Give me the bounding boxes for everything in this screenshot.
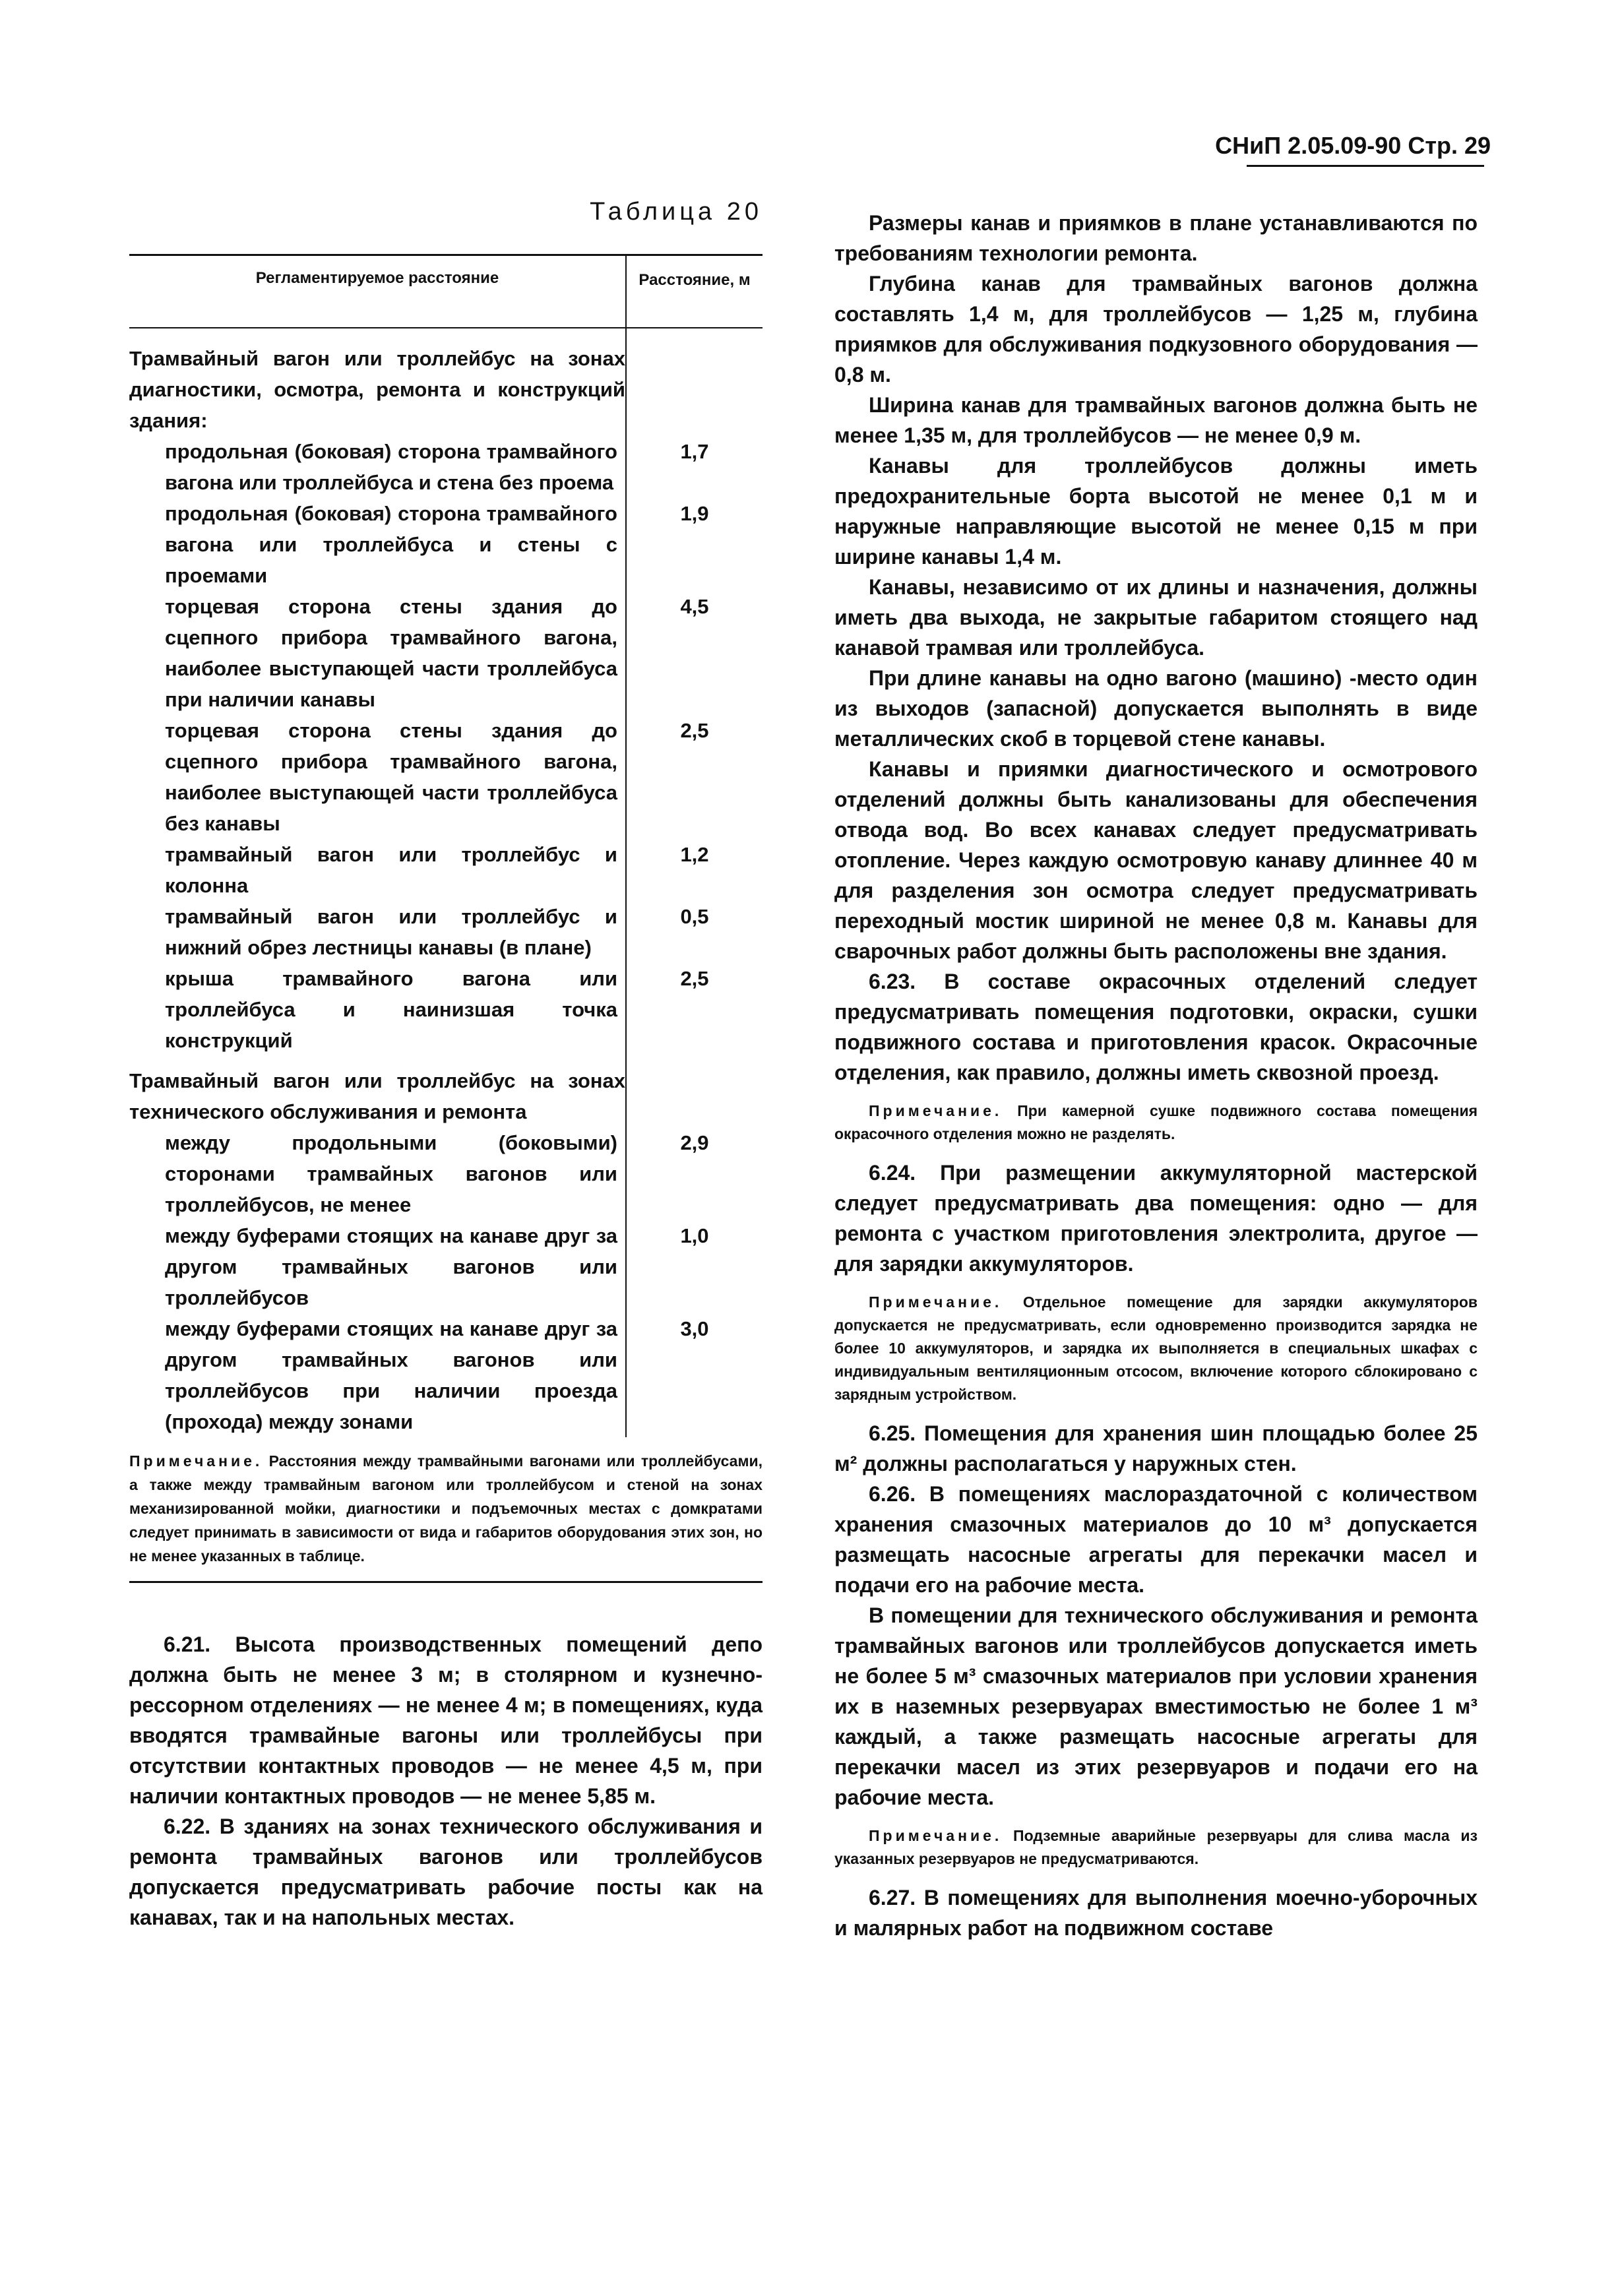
table-row-text: торцевая сторона стены здания до сцепного прибора трамвайного вагона, наиболее выступающей части троллейбуса при наличии канавы <box>165 595 617 711</box>
paragraph-6-26-b: В помещении для технического обслуживания и ремонта трамвайных вагонов или троллейбусов допускается иметь не более 5 м³ смазочных материалов при условии хранения их в наземных резервуарах вместимостью не более 1 м³ каждый, а также размещать насосные агрегаты для перекачки масел из этих резервуаров и подачи его на рабочие места. <box>834 1603 1478 1809</box>
column-header-distance-type: Регламентируемое расстояние <box>255 269 499 287</box>
paragraph-pit-spare-exit: При длине канавы на одно вагоно (машино) -место один из выходов (запасной) допускается выполнять в виде металлических скоб в торцевой стене канавы. <box>834 666 1478 751</box>
paragraph-6-26 <box>834 1479 1478 1600</box>
table-row-value: 4,5 <box>680 595 709 618</box>
table-row-text: крыша трамвайного вагона или троллейбуса и наинизшая точка конструкций <box>165 967 617 1052</box>
table-row-text: трамвайный вагон или троллейбус и колонна <box>165 843 617 897</box>
header-rule <box>1247 165 1484 167</box>
table-row <box>129 1127 625 1220</box>
table-row-text: продольная (боковая) сторона трамвайного вагона или троллейбуса и стены с проемами <box>165 502 617 587</box>
note-label: Примечание. <box>869 1102 1003 1119</box>
note-6-23 <box>834 1100 1478 1146</box>
header-code: СНиП 2.05.09-90 Стр. 29 <box>1215 132 1491 159</box>
table-row <box>129 498 625 591</box>
paragraph-number: 6.26. <box>869 1482 916 1506</box>
table-note-label: Примечание. <box>129 1452 263 1470</box>
left-column <box>129 198 763 1933</box>
paragraph-pit-width: Ширина канав для трамвайных вагонов должна быть не менее 1,35 м, для троллейбусов — не менее 0,9 м. <box>834 393 1478 447</box>
table-note <box>129 1449 763 1568</box>
table-group-title: Трамвайный вагон или троллейбус на зонах технического обслуживания и ремонта <box>129 1069 625 1123</box>
paragraph-6-27 <box>834 1882 1478 1943</box>
table-row <box>129 436 625 498</box>
paragraph-number: 6.24. <box>869 1161 916 1185</box>
table-row-value: 2,5 <box>680 719 709 742</box>
paragraph-pit-exits: Канавы, независимо от их длины и назначения, должны иметь два выхода, не закрытые габаритом стоящего над канавой трамвая или троллейбуса. <box>834 575 1478 660</box>
table-row-text: между буферами стоящих на канаве друг за другом трамвайных вагонов или троллейбусов <box>165 1224 617 1309</box>
table-note-text: Расстояния между трамвайными вагонами или троллейбусами, а также между трамвайным вагоном или троллейбусом и стеной на зонах механизированной мойки, диагностики и подъемочных местах с домкратами следует принимать в зависимости от вида и габаритов оборудования этих зон, но не менее указанных в таблице. <box>129 1452 763 1565</box>
note-label: Примечание. <box>869 1827 1003 1844</box>
table-text-column <box>129 328 625 1437</box>
table-row-value: 2,9 <box>680 1131 709 1154</box>
paragraph-number: 6.21. <box>164 1632 211 1656</box>
table-row-value: 1,0 <box>680 1224 709 1247</box>
note-text: При камерной сушке подвижного состава помещения окрасочного отделения можно не разделять. <box>834 1102 1478 1142</box>
table-body <box>129 328 763 1437</box>
table-row-value: 1,2 <box>680 843 709 866</box>
table-row-text: между продольными (боковыми) сторонами трамвайных вагонов или троллейбусов, не менее <box>165 1131 617 1216</box>
table-row-text: между буферами стоящих на канаве друг за другом трамвайных вагонов или троллейбусов при наличии проезда (прохода) между зонами <box>165 1317 617 1433</box>
table-row-text: трамвайный вагон или троллейбус и нижний обрез лестницы канавы (в плане) <box>165 905 617 959</box>
paragraph-pit-boards: Канавы для троллейбусов должны иметь предохранительные борта высотой не менее 0,1 м и наружные направляющие высотой не менее 0,15 м при ширине канавы 1,4 м. <box>834 454 1478 569</box>
table-rows-group1 <box>129 436 625 1056</box>
paragraph-number: 6.23. <box>869 970 916 993</box>
paragraph-6-21 <box>129 1629 763 1811</box>
table-row-value: 2,5 <box>680 967 709 990</box>
table-value-column <box>625 328 763 1437</box>
paragraph-text: Высота производственных помещений депо должна быть не менее 3 м; в столярном и кузнечно-рессорном отделениях — не менее 4 м; в помещениях, куда вводятся трамвайные вагоны или троллейбусы при отсутствии контактных проводов — не менее 4,5 м, при наличии контактных проводов — не менее 5,85 м. <box>129 1632 763 1808</box>
paragraph-pit-depth: Глубина канав для трамвайных вагонов должна составлять 1,4 м, для троллейбусов — 1,25 м, глубина приямков для обслуживания подкузовного оборудования — 0,8 м. <box>834 272 1478 387</box>
paragraph-text: В помещениях для выполнения моечно-уборочных и малярных работ на подвижном составе <box>834 1886 1478 1940</box>
paragraph-6-24 <box>834 1158 1478 1279</box>
note-text: Подземные аварийные резервуары для слива масла из указанных резервуаров не предусматриваются. <box>834 1827 1478 1867</box>
page-header <box>1121 132 1491 167</box>
note-6-26 <box>834 1824 1478 1871</box>
paragraph-text: В помещениях маслораздаточной с количеством хранения смазочных материалов до 10 м³ допускается размещать насосные агрегаты для перекачки масел и подачи его на рабочие места. <box>834 1482 1478 1597</box>
right-column <box>834 208 1478 1943</box>
table-row-value: 1,7 <box>680 440 709 463</box>
column-header-distance-m: Расстояние, м <box>625 256 763 327</box>
table-header <box>129 256 763 327</box>
note-label: Примечание. <box>869 1293 1003 1311</box>
table-row <box>129 963 625 1056</box>
paragraph-text: В зданиях на зонах технического обслуживания и ремонта трамвайных вагонов или троллейбусов допускается предусматривать рабочие посты как на канавах, так и на напольных местах. <box>129 1815 763 1929</box>
table-row-value: 1,9 <box>680 502 709 525</box>
paragraph-number: 6.25. <box>869 1421 916 1445</box>
table-group-title: Трамвайный вагон или троллейбус на зонах диагностики, осмотра, ремонта и конструкций здания: <box>129 347 625 432</box>
paragraph-text: Помещения для хранения шин площадью более 25 м² должны располагаться у наружных стен. <box>834 1421 1478 1475</box>
table-row <box>129 1313 625 1437</box>
left-paragraphs <box>129 1629 763 1933</box>
table-row <box>129 715 625 839</box>
table-caption: Таблица 20 <box>590 198 763 226</box>
table-row-value: 0,5 <box>680 905 709 928</box>
paragraph-6-22 <box>129 1811 763 1933</box>
note-6-24 <box>834 1291 1478 1406</box>
paragraph-number: 6.27. <box>869 1886 916 1909</box>
paragraph-number: 6.22. <box>164 1815 211 1838</box>
paragraph-text: При размещении аккумуляторной мастерской следует предусматривать два помещения: одно — для ремонта с участком приготовления электролита, другое — для зарядки аккумуляторов. <box>834 1161 1478 1276</box>
table-row-text: торцевая сторона стены здания до сцепного прибора трамвайного вагона, наиболее выступающей части троллейбуса без канавы <box>165 719 617 835</box>
table-row <box>129 901 625 963</box>
paragraph-text: В составе окрасочных отделений следует предусматривать помещения подготовки, окраски, сушки подвижного состава и приготовления красок. Окрасочные отделения, как правило, должны иметь сквозной проезд. <box>834 970 1478 1084</box>
note-text: Отдельное помещение для зарядки аккумуляторов допускается не предусматривать, если одновременно производится зарядка не более 10 аккумуляторов, и зарядка их выполняется в специальных шкафах с индивидуальным вентиляционным отсосом, включение которого сблокировано с зарядным устройством. <box>834 1293 1478 1403</box>
table-rows-group2 <box>129 1127 625 1437</box>
table-row <box>129 839 625 901</box>
paragraph-pit-drainage: Канавы и приямки диагностического и осмотрового отделений должны быть канализованы для обеспечения отвода вод. Во всех канавах следует предусматривать отопление. Через каждую осмотровую канаву длиннее 40 м для разделения зон осмотра следует предусматривать переходный мостик шириной не менее 0,8 м. Канавы для сварочных работ должны быть расположены вне здания. <box>834 757 1478 963</box>
table-row <box>129 591 625 715</box>
paragraph-pit-sizes: Размеры канав и приямков в плане устанавливаются по требованиям технологии ремонта. <box>834 211 1478 265</box>
table-row-text: продольная (боковая) сторона трамвайного вагона или троллейбуса и стена без проема <box>165 440 617 494</box>
table-row <box>129 1220 625 1313</box>
paragraph-6-23 <box>834 966 1478 1088</box>
paragraph-6-25 <box>834 1418 1478 1479</box>
table-row-value: 3,0 <box>680 1317 709 1340</box>
table-bottom-rule <box>129 1581 763 1583</box>
